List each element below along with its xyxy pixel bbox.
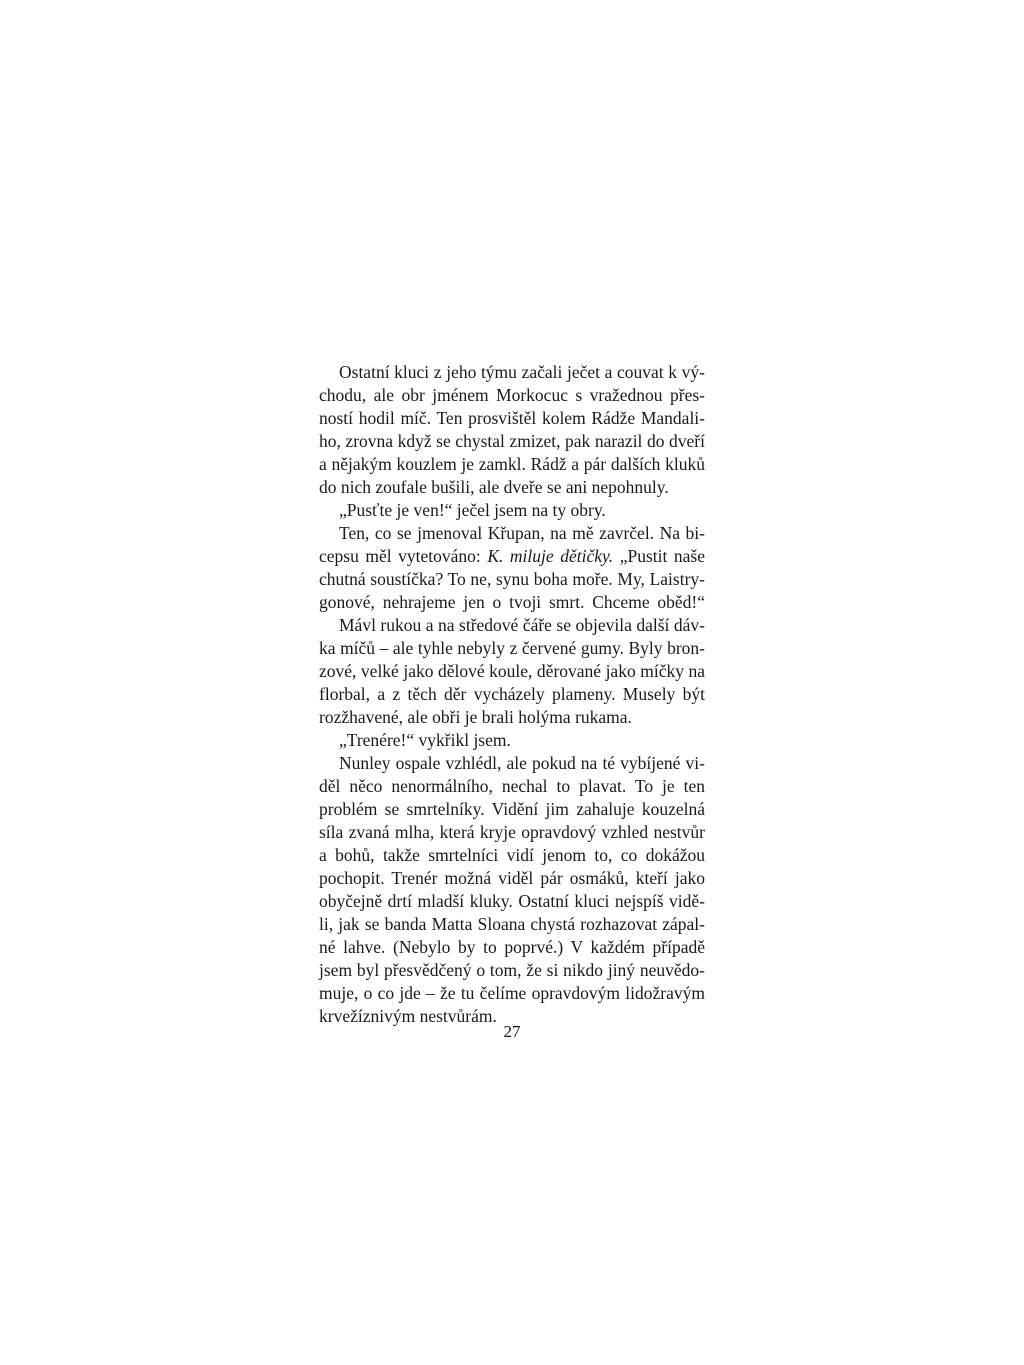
text-line: Ostatní kluci z jeho týmu začali ječet a couvat k vý- bbox=[339, 362, 705, 382]
text-line: pochopit. Trenér možná viděl pár osmáků, kteří jako bbox=[319, 868, 705, 888]
text-line: florbal, a z těch děr vycházely plameny. Musely být bbox=[319, 684, 705, 704]
text-line: Mávl rukou a na středové čáře se objevila další dáv- bbox=[339, 615, 705, 635]
text-line: a bohů, takže smrtelníci vidí jenom to, co dokážou bbox=[319, 845, 705, 865]
text-line: ho, zrovna když se chystal zmizet, pak narazil do dveří bbox=[319, 431, 705, 451]
text-line: a nějakým kouzlem je zamkl. Rádž a pár dalších kluků bbox=[319, 454, 705, 474]
emphasis: K. miluje dětičky. bbox=[487, 546, 614, 566]
text-line: rozžhavené, ale obři je brali holýma rukama. bbox=[319, 707, 632, 727]
text-line: gonové, nehrajeme jen o tvoji smrt. Chceme oběd!“ bbox=[319, 592, 705, 612]
text-line: obyčejně drtí mladší kluky. Ostatní kluci nejspíš vidě- bbox=[319, 891, 705, 911]
text-line: problém se smrtelníky. Vidění jim zahaluje kouzelná bbox=[319, 799, 705, 819]
text-line: Ten, co se jmenoval Křupan, na mě zavrčel. Na bi- bbox=[339, 523, 705, 543]
text-line: muje, o co jde – že tu čelíme opravdovým lidožravým bbox=[319, 983, 705, 1003]
text-line: krvežíznivým nestvůrám. bbox=[319, 1006, 497, 1026]
text-line: zové, velké jako dělové koule, děrované jako míčky na bbox=[319, 661, 705, 681]
body-text bbox=[319, 361, 705, 1028]
text-line: chutná soustíčka? To ne, synu boha moře. My, Laistry- bbox=[319, 569, 705, 589]
text-line: chodu, ale obr jménem Morkocuc s vražednou přes- bbox=[319, 385, 705, 405]
text-line: ka míčů – ale tyhle nebyly z červené gumy. Byly bron- bbox=[319, 638, 705, 658]
text-line: jsem byl přesvědčený o tom, že si nikdo jiný neuvědo- bbox=[319, 960, 705, 980]
text-line: do nich zoufale bušili, ale dveře se ani nepohnuly. bbox=[319, 477, 669, 497]
text-line: ností hodil míč. Ten prosvištěl kolem Rádže Mandali- bbox=[319, 408, 705, 428]
text-line: li, jak se banda Matta Sloana chystá rozhazovat zápal- bbox=[319, 914, 705, 934]
text-line: né lahve. (Nebylo by to poprvé.) V každém případě bbox=[319, 937, 705, 957]
page-number: 27 bbox=[503, 1022, 521, 1041]
text-line: „Trenére!“ vykřikl jsem. bbox=[339, 730, 511, 750]
text-line: cepsu měl vytetováno: K. miluje dětičky. „Pustit naše bbox=[319, 546, 705, 566]
text-line: síla zvaná mlha, která kryje opravdový vzhled nestvůr bbox=[319, 822, 705, 842]
text-line: „Pusťte je ven!“ ječel jsem na ty obry. bbox=[339, 500, 606, 520]
text-line: Nunley ospale vzhlédl, ale pokud na té vybíjené vi- bbox=[339, 753, 705, 773]
text-line: děl něco nenormálního, nechal to plavat. To je ten bbox=[319, 776, 705, 796]
